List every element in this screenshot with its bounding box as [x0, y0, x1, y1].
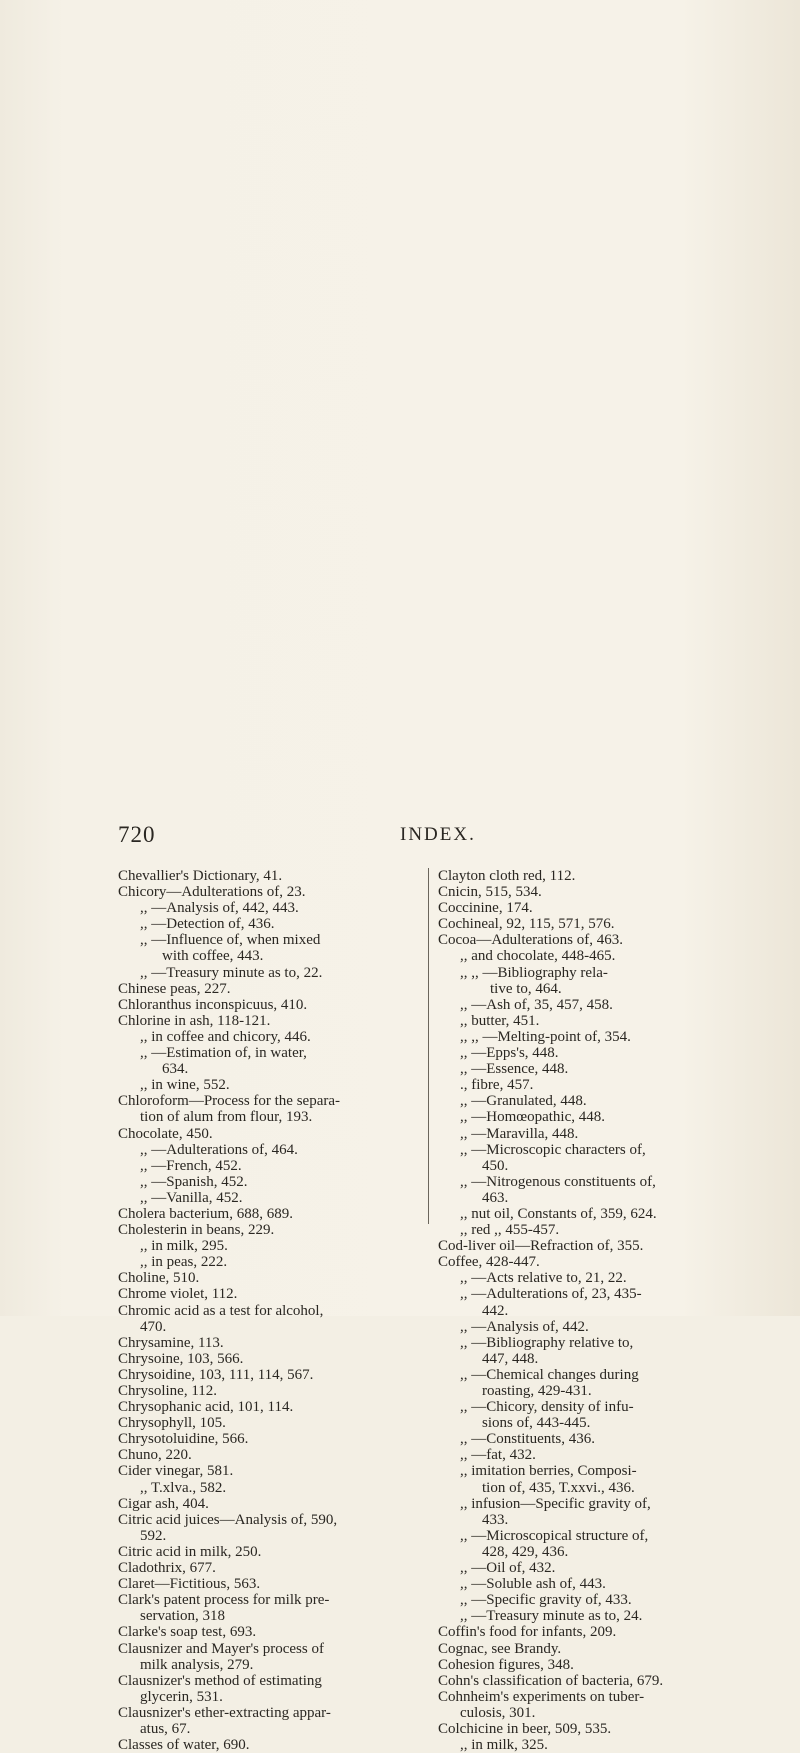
index-entry: Chocolate, 450.	[118, 1125, 213, 1142]
index-entry: Chrysoidine, 103, 111, 114, 567.	[118, 1366, 314, 1383]
index-entry: Citric acid in milk, 250.	[118, 1543, 262, 1560]
index-entry: ,, in wine, 552.	[140, 1077, 230, 1094]
index-entry: Cladothrix, 677.	[118, 1560, 216, 1577]
index-entry: ,, T.xlva., 582.	[140, 1479, 227, 1496]
index-entry: sions of, 443-445.	[482, 1415, 591, 1432]
index-column-right	[438, 868, 750, 1753]
index-entry: ,, —Adulterations of, 23, 435-	[460, 1286, 642, 1303]
index-entry: Cohnheim's experiments on tuber-	[438, 1688, 645, 1705]
index-entry: Chinese peas, 227.	[118, 980, 231, 997]
index-entry: 634.	[162, 1061, 189, 1078]
index-entry: ,, —Constituents, 436.	[460, 1431, 596, 1448]
index-entry: ,, —Soluble ash of, 443.	[460, 1576, 606, 1593]
index-entry: ,, —Microscopic characters of,	[460, 1141, 646, 1158]
index-entry: Choline, 510.	[118, 1270, 200, 1287]
index-entry: Chuno, 220.	[118, 1447, 192, 1464]
index-entry: Claret—Fictitious, 563.	[118, 1576, 261, 1593]
index-entry: 463.	[482, 1189, 509, 1206]
index-entry: with coffee, 443.	[162, 948, 264, 965]
index-entry: Cigar ash, 404.	[118, 1495, 209, 1512]
index-entry: ,, —Adulterations of, 464.	[140, 1141, 298, 1158]
index-entry: ,, ,, —Melting-point of, 354.	[460, 1028, 631, 1045]
index-entry: ,, —Oil of, 432.	[460, 1560, 556, 1577]
index-entry: tion of, 435, T.xxvi., 436.	[482, 1479, 635, 1496]
page-number: 720	[118, 822, 156, 847]
index-entry: milk analysis, 279.	[140, 1656, 254, 1673]
index-entry: glycerin, 531.	[140, 1688, 223, 1705]
index-entry: roasting, 429-431.	[482, 1383, 592, 1399]
index-entry: Chloranthus inconspicuus, 410.	[118, 996, 308, 1013]
index-entry: Cholera bacterium, 688, 689.	[118, 1205, 293, 1222]
index-entry: Coffee, 428-447.	[438, 1254, 540, 1271]
index-entry: Chrysotoluidine, 566.	[118, 1431, 249, 1448]
index-entry: ,, red ,, 455-457.	[460, 1222, 560, 1239]
index-entry: Chicory—Adulterations of, 23.	[118, 884, 306, 901]
index-entry: Cod-liver oil—Refraction of, 355.	[438, 1238, 644, 1255]
index-entry: ,, in peas, 222.	[140, 1254, 228, 1271]
index-entry: Clark's patent process for milk pre-	[118, 1592, 330, 1609]
index-entry: Cohesion figures, 348.	[438, 1656, 574, 1673]
index-entry: Chrysamine, 113.	[118, 1334, 224, 1351]
index-entry: ,, butter, 451.	[460, 1012, 540, 1029]
index-entry: ,, imitation berries, Composi-	[460, 1463, 637, 1480]
page-header	[0, 822, 800, 852]
index-entry: tive to, 464.	[490, 980, 562, 997]
index-entry: ,, —Treasury minute as to, 24.	[460, 1608, 643, 1625]
index-entry: Cognac, see Brandy.	[438, 1640, 562, 1657]
index-entry: Chrysophanic acid, 101, 114.	[118, 1399, 294, 1416]
column-divider	[428, 868, 429, 1224]
index-entry: ,, nut oil, Constants of, 359, 624.	[460, 1205, 657, 1222]
index-entry: 428, 429, 436.	[482, 1543, 569, 1560]
index-entry: Chrome violet, 112.	[118, 1286, 238, 1303]
index-entry: Cholesterin in beans, 229.	[118, 1222, 275, 1239]
index-entry: Chrysoine, 103, 566.	[118, 1350, 244, 1367]
index-entry: Chrysophyll, 105.	[118, 1415, 226, 1432]
index-entry: Cochineal, 92, 115, 571, 576.	[438, 916, 615, 933]
index-entry: Chloroform—Process for the separa-	[118, 1093, 341, 1110]
index-entry: ,, —Vanilla, 452.	[140, 1189, 243, 1206]
index-entry: ,, —Epps's, 448.	[460, 1045, 559, 1062]
index-entry: Chromic acid as a test for alcohol,	[118, 1302, 324, 1319]
index-entry: ,, in milk, 295.	[140, 1238, 228, 1255]
index-entry: Clayton cloth red, 112.	[438, 868, 576, 884]
index-entry: ,, —Nitrogenous constituents of,	[460, 1173, 656, 1190]
page-title: INDEX.	[400, 824, 476, 845]
index-entry: ,, —Essence, 448.	[460, 1061, 569, 1078]
index-entry: ,, ,, —Bibliography rela-	[460, 964, 608, 981]
index-entry: Clausnizer and Mayer's process of	[118, 1640, 324, 1657]
index-entry: Clausnizer's ether-extracting appar-	[118, 1704, 331, 1721]
index-entry: ,, and chocolate, 448-465.	[460, 948, 616, 965]
index-entry: 442.	[482, 1302, 509, 1319]
index-entry: Coccinine, 174.	[438, 900, 533, 917]
index-entry: Classes of water, 690.	[118, 1737, 250, 1753]
index-entry: servation, 318	[140, 1608, 225, 1625]
index-entry: ,, —Analysis of, 442, 443.	[140, 900, 299, 917]
index-entry: ,, —Analysis of, 442.	[460, 1318, 589, 1335]
index-entry: ,, —Treasury minute as to, 22.	[140, 964, 323, 981]
index-entry: ., fibre, 457.	[460, 1077, 534, 1094]
index-entry: ,, —French, 452.	[140, 1157, 242, 1174]
index-entry: 470.	[140, 1318, 167, 1335]
index-entry: ,, in milk, 325.	[460, 1737, 548, 1753]
index-entry: Cnicin, 515, 534.	[438, 884, 542, 901]
index-entry: ,, —Estimation of, in water,	[140, 1045, 307, 1062]
index-column-left	[118, 868, 428, 1753]
index-entry: Clausnizer's method of estimating	[118, 1672, 322, 1689]
index-entry: ,, —Acts relative to, 21, 22.	[460, 1270, 627, 1287]
index-entry: ,, —Detection of, 436.	[140, 916, 275, 933]
index-entry: 447, 448.	[482, 1350, 539, 1367]
index-entry: 592.	[140, 1527, 167, 1544]
index-entry: tion of alum from flour, 193.	[140, 1109, 313, 1126]
index-entry: atus, 67.	[140, 1720, 191, 1737]
index-entry: Cohn's classification of bacteria, 679.	[438, 1672, 664, 1689]
index-entry: Cider vinegar, 581.	[118, 1463, 234, 1480]
index-entry: ,, —Influence of, when mixed	[140, 932, 321, 949]
index-entry: ,, —Bibliography relative to,	[460, 1334, 634, 1351]
index-entry: ,, —Microscopical structure of,	[460, 1527, 649, 1544]
index-entry: ,, —Granulated, 448.	[460, 1093, 587, 1110]
index-entry: Cocoa—Adulterations of, 463.	[438, 932, 623, 949]
index-entry: ,, —Maravilla, 448.	[460, 1125, 579, 1142]
index-entry: Coffin's food for infants, 209.	[438, 1624, 617, 1641]
index-entry: Chevallier's Dictionary, 41.	[118, 868, 283, 884]
index-entry: ,, in coffee and chicory, 446.	[140, 1028, 311, 1045]
index-entry: Colchicine in beer, 509, 535.	[438, 1720, 612, 1737]
index-entry: Clarke's soap test, 693.	[118, 1624, 257, 1641]
index-entry: ,, infusion—Specific gravity of,	[460, 1495, 651, 1512]
index-entry: ,, —fat, 432.	[460, 1447, 536, 1464]
index-entry: culosis, 301.	[460, 1704, 536, 1721]
index-entry: ,, —Homœopathic, 448.	[460, 1109, 605, 1126]
index-entry: ,, —Ash of, 35, 457, 458.	[460, 996, 613, 1013]
index-entry: ,, —Chemical changes during	[460, 1366, 639, 1383]
index-entry: 433.	[482, 1511, 509, 1528]
index-entry: Chrysoline, 112.	[118, 1383, 218, 1399]
index-entry: Chlorine in ash, 118-121.	[118, 1012, 271, 1029]
index-entry: ,, —Specific gravity of, 433.	[460, 1592, 632, 1609]
index-entry: Citric acid juices—Analysis of, 590,	[118, 1511, 338, 1528]
index-entry: ,, —Chicory, density of infu-	[460, 1399, 634, 1416]
index-entry: 450.	[482, 1157, 509, 1174]
index-entry: ,, —Spanish, 452.	[140, 1173, 248, 1190]
